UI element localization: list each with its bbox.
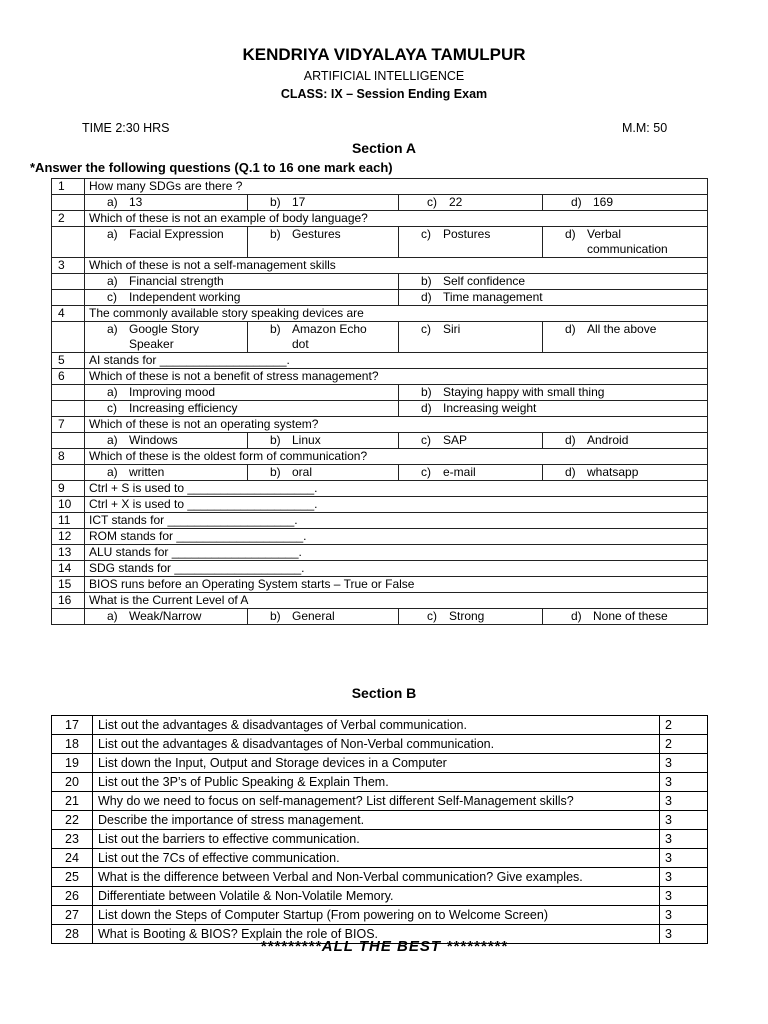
question-text: AI stands for ___________________. [85, 353, 708, 369]
question-marks: 2 [660, 716, 708, 735]
question-number: 19 [52, 754, 93, 773]
question-marks: 3 [660, 925, 708, 944]
question-row [52, 561, 708, 577]
question-row [52, 868, 708, 887]
question-marks: 3 [660, 754, 708, 773]
question-text: Why do we need to focus on self-management? List different Self-Management skills? [93, 792, 660, 811]
question-marks: 3 [660, 868, 708, 887]
question-text: Ctrl + X is used to ___________________. [85, 497, 708, 513]
options-row [52, 401, 708, 417]
question-marks: 3 [660, 906, 708, 925]
option-d: d) whatsapp [543, 465, 708, 481]
option-c: c) SAP [399, 433, 543, 449]
question-marks: 2 [660, 735, 708, 754]
option-d: d) 169 [543, 195, 708, 211]
question-row [52, 811, 708, 830]
option-d: d) Android [543, 433, 708, 449]
question-text: ALU stands for ___________________. [85, 545, 708, 561]
question-text: SDG stands for ___________________. [85, 561, 708, 577]
question-marks: 3 [660, 811, 708, 830]
option-a: a) Facial Expression [85, 227, 248, 258]
option-a: a) Windows [85, 433, 248, 449]
question-row [52, 906, 708, 925]
question-text: List down the Steps of Computer Startup (From powering on to Welcome Screen) [93, 906, 660, 925]
section-a-table [51, 178, 708, 625]
question-number: 16 [52, 593, 85, 609]
option-b: b) Amazon Echo dot [248, 322, 399, 353]
option-c: c) e-mail [399, 465, 543, 481]
question-number: 10 [52, 497, 85, 513]
question-number: 9 [52, 481, 85, 497]
question-text: Which of these is not a self-management skills [85, 258, 708, 274]
question-text: List out the barriers to effective communication. [93, 830, 660, 849]
options-row [52, 609, 708, 625]
question-text: What is the difference between Verbal and Non-Verbal communication? Give examples. [93, 868, 660, 887]
options-row [52, 385, 708, 401]
question-number: 15 [52, 577, 85, 593]
question-number: 7 [52, 417, 85, 433]
question-row [52, 849, 708, 868]
option-b: b) Linux [248, 433, 399, 449]
question-marks: 3 [660, 849, 708, 868]
question-row [52, 369, 708, 385]
option-b: b) Gestures [248, 227, 399, 258]
question-marks: 3 [660, 792, 708, 811]
class-line: CLASS: IX – Session Ending Exam [280, 87, 488, 101]
max-marks: M.M: 50 [622, 121, 668, 135]
question-number: 14 [52, 561, 85, 577]
option-a: a) written [85, 465, 248, 481]
option-a: a) Improving mood [85, 385, 399, 401]
question-marks: 3 [660, 773, 708, 792]
question-row [52, 754, 708, 773]
option-b: b) Staying happy with small thing [399, 385, 708, 401]
question-row [52, 792, 708, 811]
question-text: What is Booting & BIOS? Explain the role of BIOS. [93, 925, 660, 944]
options-row [52, 195, 708, 211]
question-number: 18 [52, 735, 93, 754]
question-text: Which of these is the oldest form of communication? [85, 449, 708, 465]
question-row [52, 211, 708, 227]
question-number: 20 [52, 773, 93, 792]
question-text: Which of these is not an operating system? [85, 417, 708, 433]
question-number: 26 [52, 887, 93, 906]
option-b: b) 17 [248, 195, 399, 211]
option-a: a) Google Story Speaker [85, 322, 248, 353]
option-d: d) All the above [543, 322, 708, 353]
question-row [52, 830, 708, 849]
section-a-instruction: *Answer the following questions (Q.1 to 16 one mark each) [30, 160, 393, 175]
question-number: 4 [52, 306, 85, 322]
question-text: What is the Current Level of A [85, 593, 708, 609]
section-b-table [51, 715, 708, 944]
option-a: a) 13 [85, 195, 248, 211]
question-text: Differentiate between Volatile & Non-Volatile Memory. [93, 887, 660, 906]
question-number: 1 [52, 179, 85, 195]
option-c: c) 22 [399, 195, 543, 211]
question-number: 12 [52, 529, 85, 545]
question-row [52, 529, 708, 545]
question-row [52, 417, 708, 433]
question-row [52, 577, 708, 593]
option-b: b) oral [248, 465, 399, 481]
question-text: List out the advantages & disadvantages of Non-Verbal communication. [93, 735, 660, 754]
question-text: How many SDGs are there ? [85, 179, 708, 195]
option-c: c) Postures [399, 227, 543, 258]
options-row [52, 465, 708, 481]
options-row [52, 322, 708, 353]
question-marks: 3 [660, 830, 708, 849]
option-a: a) Financial strength [85, 274, 399, 290]
exam-time: TIME 2:30 HRS [82, 121, 170, 135]
question-row [52, 306, 708, 322]
question-row [52, 449, 708, 465]
option-c: c) Strong [399, 609, 543, 625]
all-the-best-footer: *********ALL THE BEST ********* [260, 938, 508, 955]
question-row [52, 593, 708, 609]
question-text: The commonly available story speaking devices are [85, 306, 708, 322]
question-number: 28 [52, 925, 93, 944]
question-text: Ctrl + S is used to ___________________. [85, 481, 708, 497]
option-b: b) General [248, 609, 399, 625]
question-row [52, 481, 708, 497]
options-row [52, 274, 708, 290]
option-c: c) Increasing efficiency [85, 401, 399, 417]
question-row [52, 773, 708, 792]
options-row [52, 433, 708, 449]
question-text: Which of these is not a benefit of stress management? [85, 369, 708, 385]
option-d: d) Verbal communication [543, 227, 708, 258]
question-text: List down the Input, Output and Storage devices in a Computer [93, 754, 660, 773]
option-b: b) Self confidence [399, 274, 708, 290]
option-c: c) Independent working [85, 290, 399, 306]
question-number: 2 [52, 211, 85, 227]
question-text: ICT stands for ___________________. [85, 513, 708, 529]
option-d: d) Time management [399, 290, 708, 306]
question-text: List out the 7Cs of effective communication. [93, 849, 660, 868]
question-text: List out the 3P’s of Public Speaking & Explain Them. [93, 773, 660, 792]
section-a-title: Section A [351, 140, 417, 156]
question-text: Which of these is not an example of body language? [85, 211, 708, 227]
question-number: 23 [52, 830, 93, 849]
question-row [52, 545, 708, 561]
question-number: 13 [52, 545, 85, 561]
option-a: a) Weak/Narrow [85, 609, 248, 625]
option-d: d) Increasing weight [399, 401, 708, 417]
question-row [52, 258, 708, 274]
question-number: 25 [52, 868, 93, 887]
question-row [52, 513, 708, 529]
question-row [52, 353, 708, 369]
question-number: 22 [52, 811, 93, 830]
question-row [52, 497, 708, 513]
question-number: 27 [52, 906, 93, 925]
question-row [52, 887, 708, 906]
subject-title: ARTIFICIAL INTELLIGENCE [303, 69, 465, 83]
question-text: List out the advantages & disadvantages of Verbal communication. [93, 716, 660, 735]
question-row [52, 179, 708, 195]
question-row [52, 735, 708, 754]
question-number: 17 [52, 716, 93, 735]
options-row [52, 290, 708, 306]
question-text: BIOS runs before an Operating System starts – True or False [85, 577, 708, 593]
question-text: ROM stands for ___________________. [85, 529, 708, 545]
question-number: 11 [52, 513, 85, 529]
question-text: Describe the importance of stress management. [93, 811, 660, 830]
question-number: 8 [52, 449, 85, 465]
question-number: 6 [52, 369, 85, 385]
question-number: 3 [52, 258, 85, 274]
question-number: 5 [52, 353, 85, 369]
options-row [52, 227, 708, 258]
question-marks: 3 [660, 887, 708, 906]
question-number: 24 [52, 849, 93, 868]
section-b-title: Section B [351, 685, 417, 701]
option-d: d) None of these [543, 609, 708, 625]
question-row [52, 716, 708, 735]
question-number: 21 [52, 792, 93, 811]
school-name: KENDRIYA VIDYALAYA TAMULPUR [242, 45, 526, 64]
option-c: c) Siri [399, 322, 543, 353]
